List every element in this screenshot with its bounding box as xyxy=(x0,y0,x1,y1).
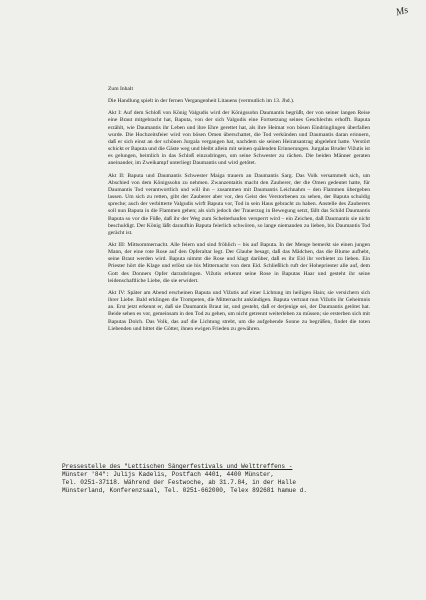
press-line: Pressestelle des "Lettischen Sängerfestivals und Welttreffens - xyxy=(62,463,293,470)
intro-paragraph: Die Handlung spielt in der fernen Vergangenheit Litauens (vermutlich im 13. Jhd.). xyxy=(108,98,295,105)
synopsis-section xyxy=(108,86,370,338)
handwritten-corner-mark: Ms xyxy=(394,4,410,19)
press-line: Münsterland, Konferenzsaal, Tel. 0251-662000, Telex 892681 hamue d. xyxy=(62,487,308,495)
press-line: Tel. 0251-37118. Während der Festwoche, ab 31.7.84, in der Halle xyxy=(62,479,297,487)
act-3-paragraph: Akt III: Mittsommernacht. Alle feiern und sind fröhlich – bis auf Baputa. In der Menge bemerkt sie einen jungen Mann, der eine rote Rose auf den Opferaltar legt. Der Glaube besagt, daß das Mädchen, das die Blume aufhebt, seine Braut werden wird. Baputa nimmt die Rose und klagt darüber, daß es ihr Eid ihr verbietet zu lieben. Ein Priester hört die Klage und erlöst sie bis Mitternacht von dem Eid. Schließlich ruft der Hohepriester alle auf, dem Gott des Donners Opfer darzubringen. Vižutis erkennt seine Rose in Baputas Haar und gesteht ihr seine leidenschaftliche Liebe, die sie erwidert. xyxy=(108,241,370,284)
act-1-paragraph: Akt I: Auf dem Schloß von König Valgudis wird der Königssohn Daumantis begrüßt, der von seiner langen Reise eine Braut mitgebracht hat, Baputa, von der sich Valgudis eine Fortsetzung seines Geschlechts erhofft. Baputa erzählt, wie Daumantis ihr Leben und ihre Ehre gerettet hat, als ihre Heimat von bösen Eindringlingen überfallen wurde. Die Hochzeitsfeier wird von bösen Omen überschattet, die Tod verkünden und Daumantis daran erinnern, daß er sich einst an der schönen Jurgala vergangen hat, nachdem sie seinen Heiratsantrag abgelehnt hatte. Verstört schickt er Baputa und die Gäste weg und bleibt allein mit seinen quälenden Erinnerungen. Jurgalas Bruder Vižutis ist es gelungen, heimlich in das Schloß einzudringen, um seine Schwester zu rächen. Die beiden Männer geraten aneinander, im Zweikampf unterliegt Daumantis und wird getötet. xyxy=(108,110,370,167)
act-2-paragraph: Akt II: Baputa und Daumantis Schwester Maiga trauern an Daumantis Sarg. Das Volk versammelt sich, um Abschied von dem Königssohn zu nehmen. Zwanzentaitis macht den Zauberer, der die Omen gedeutet hatte, für Daumantis Tod verantwortlich und will ihn – zusammen mit Daumantis Leichnahm – den Flammen übergeben lassen. Um sich zu retten, gibt der Zauberer aber vor, den Geist des Verstorbenen zu sehen, der Baputa schuldig spreche; auch der verbitterte Valgudis wirft Baputa vor, Tod in sein Haus gebracht zu haben. Anstelle des Zauberers soll nun Baputa in die Flammen gehen; als sich jedoch der Trauerzug in Bewegung setzt, fällt das Schild Daumantis Baputa so vor die Füße, daß ihr der Weg zum Scheiterhaufen versperrt wird – ein Zeichen, daß Daumantis sie nicht beschuldigt. Der König läßt daraufhin Baputa feierlich schwören, so lange niemanden zu lieben, bis Daumantis Tod gerächt ist. xyxy=(108,172,370,236)
act-4-paragraph: Akt IV: Später am Abend erscheinen Baputa und Vižutis auf einer Lichtung im heiligen Hain; sie versichern sich ihrer Liebe. Bald erklingen die Trompeten, die Mitternacht ankündigen. Baputa vertraut nun Vižutis ihr Geheimnis an. Erst jetzt erkennt er, daß sie Daumantis Braut ist, und gesteht, daß er derjenige sei, der Daumantis getötet hat. Beide sehen es vor, gemeinsam in den Tod zu gehen, um nicht getrennt weiterleben zu müssen; sie ersterben sich mit Baputas Dolch. Das Volk, das auf die Lichtung strebt, um die aufgehende Sonne zu begrüßen, findet die toten Liebenden und bittet die Götter, ihnen ewigen Frieden zu gewähren. xyxy=(108,289,370,332)
press-line: Münster '84": Julijs Kadelis, Postfach 4401, 4400 Münster, xyxy=(62,471,275,479)
press-contact-block xyxy=(62,463,380,495)
section-heading: Zum Inhalt xyxy=(108,86,134,92)
